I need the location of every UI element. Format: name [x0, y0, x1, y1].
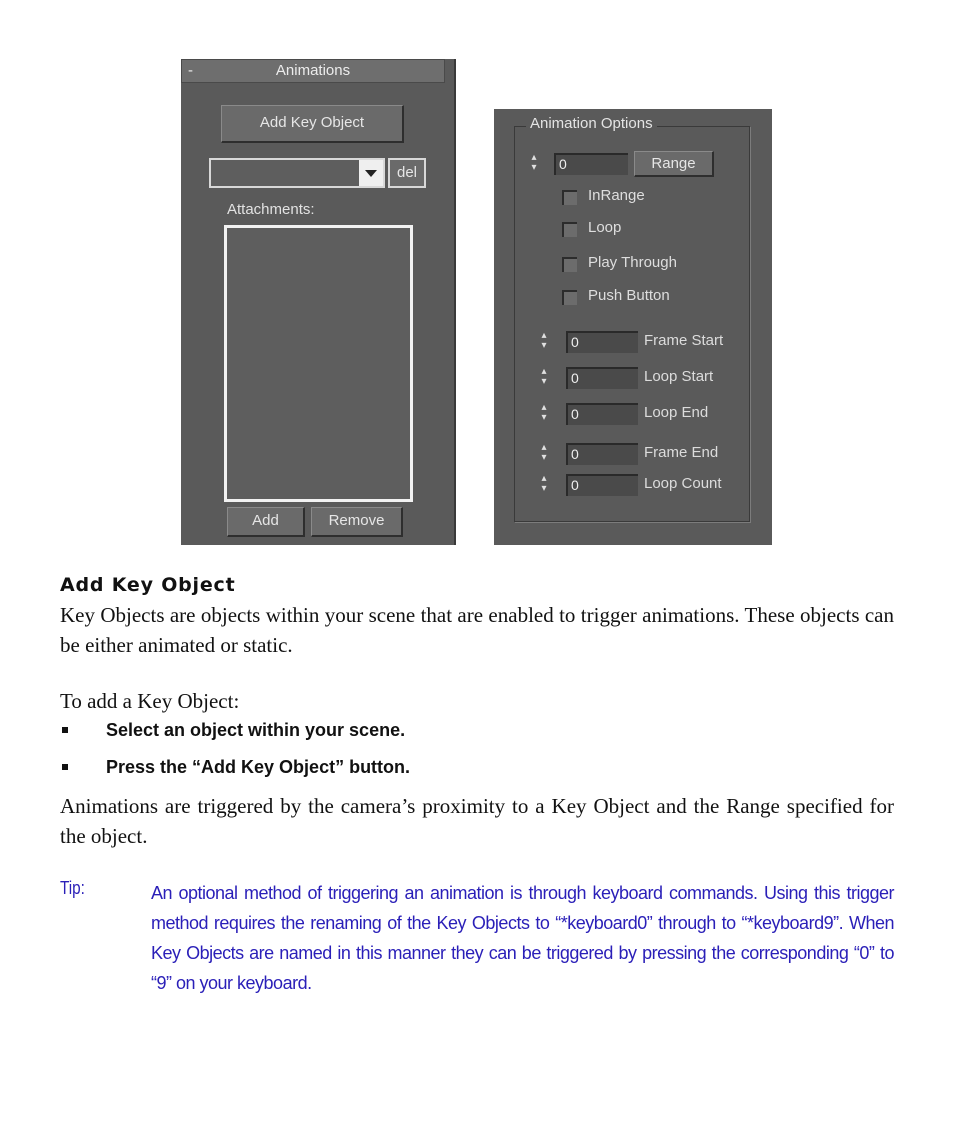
collapse-icon[interactable]: - — [188, 62, 193, 79]
delete-key-object-button[interactable]: del — [388, 158, 426, 188]
loop-end-input[interactable]: 0 — [566, 403, 638, 425]
frame-end-spinner-icon[interactable]: ▴ ▾ — [541, 442, 547, 463]
loop-checkbox[interactable] — [562, 222, 577, 237]
animation-options-title: Animation Options — [526, 115, 657, 132]
range-input[interactable]: 0 — [554, 153, 628, 175]
loop-start-spinner-icon[interactable]: ▴ ▾ — [541, 366, 547, 387]
loop-count-label: Loop Count — [644, 475, 722, 492]
animation-options-rollout — [494, 109, 772, 545]
attachments-list[interactable] — [224, 225, 413, 502]
frame-end-label: Frame End — [644, 444, 719, 461]
list-item — [60, 752, 894, 789]
loop-count-spinner-icon[interactable]: ▴ ▾ — [541, 473, 547, 494]
chevron-down-icon[interactable] — [359, 160, 383, 186]
animations-rollout-header[interactable] — [181, 59, 445, 83]
inrange-label: InRange — [588, 187, 645, 204]
push-button-checkbox[interactable] — [562, 290, 577, 305]
loop-label: Loop — [588, 219, 622, 236]
loop-count-input[interactable]: 0 — [566, 474, 638, 496]
attachments-label: Attachments: — [227, 201, 315, 218]
instructions-intro: To add a Key Object: — [60, 689, 240, 713]
loop-end-label: Loop End — [644, 404, 709, 421]
list-item-text: Select an object within your scene. — [106, 720, 406, 740]
inrange-checkbox[interactable] — [562, 190, 577, 205]
rollout-title: Animations — [275, 62, 351, 79]
add-attachment-button[interactable]: Add — [227, 507, 305, 537]
play-through-label: Play Through — [588, 254, 677, 271]
frame-start-label: Frame Start — [644, 332, 724, 349]
bullet-icon — [62, 764, 68, 770]
range-button[interactable]: Range — [634, 151, 714, 177]
tip-text: An optional method of triggering an animation is through keyboard commands. Using this trigger method requires the renaming of the Key Objects to “*keyboard0” through to “*keyboard9”. When Key Objects are named in this manner they can be triggered by pressing the corresponding “0” to “9” on your keyboard. — [151, 883, 894, 993]
loop-start-input[interactable]: 0 — [566, 367, 638, 389]
range-spinner-icon[interactable]: ▴ ▾ — [531, 152, 537, 173]
play-through-checkbox[interactable] — [562, 257, 577, 272]
bullet-icon — [62, 727, 68, 733]
add-key-object-button[interactable]: Add Key Object — [221, 105, 404, 143]
loop-end-spinner-icon[interactable]: ▴ ▾ — [541, 402, 547, 423]
animations-rollout — [181, 59, 456, 545]
instruction-list — [60, 715, 894, 789]
trigger-paragraph: Animations are triggered by the camera’s proximity to a Key Object and the Range specified for the object. — [60, 794, 894, 848]
frame-start-input[interactable]: 0 — [566, 331, 638, 353]
push-button-label: Push Button — [588, 287, 670, 304]
list-item-text: Press the “Add Key Object” button. — [106, 757, 411, 777]
frame-start-spinner-icon[interactable]: ▴ ▾ — [541, 330, 547, 351]
list-item — [60, 715, 894, 752]
intro-paragraph: Key Objects are objects within your scene that are enabled to trigger animations. These objects can be either animated or static. — [60, 603, 894, 657]
loop-start-label: Loop Start — [644, 368, 714, 385]
frame-end-input[interactable]: 0 — [566, 443, 638, 465]
key-object-dropdown[interactable] — [209, 158, 385, 188]
section-heading: Add Key Object — [60, 574, 236, 596]
remove-attachment-button[interactable]: Remove — [311, 507, 403, 537]
tip-label: Tip: — [60, 878, 85, 898]
